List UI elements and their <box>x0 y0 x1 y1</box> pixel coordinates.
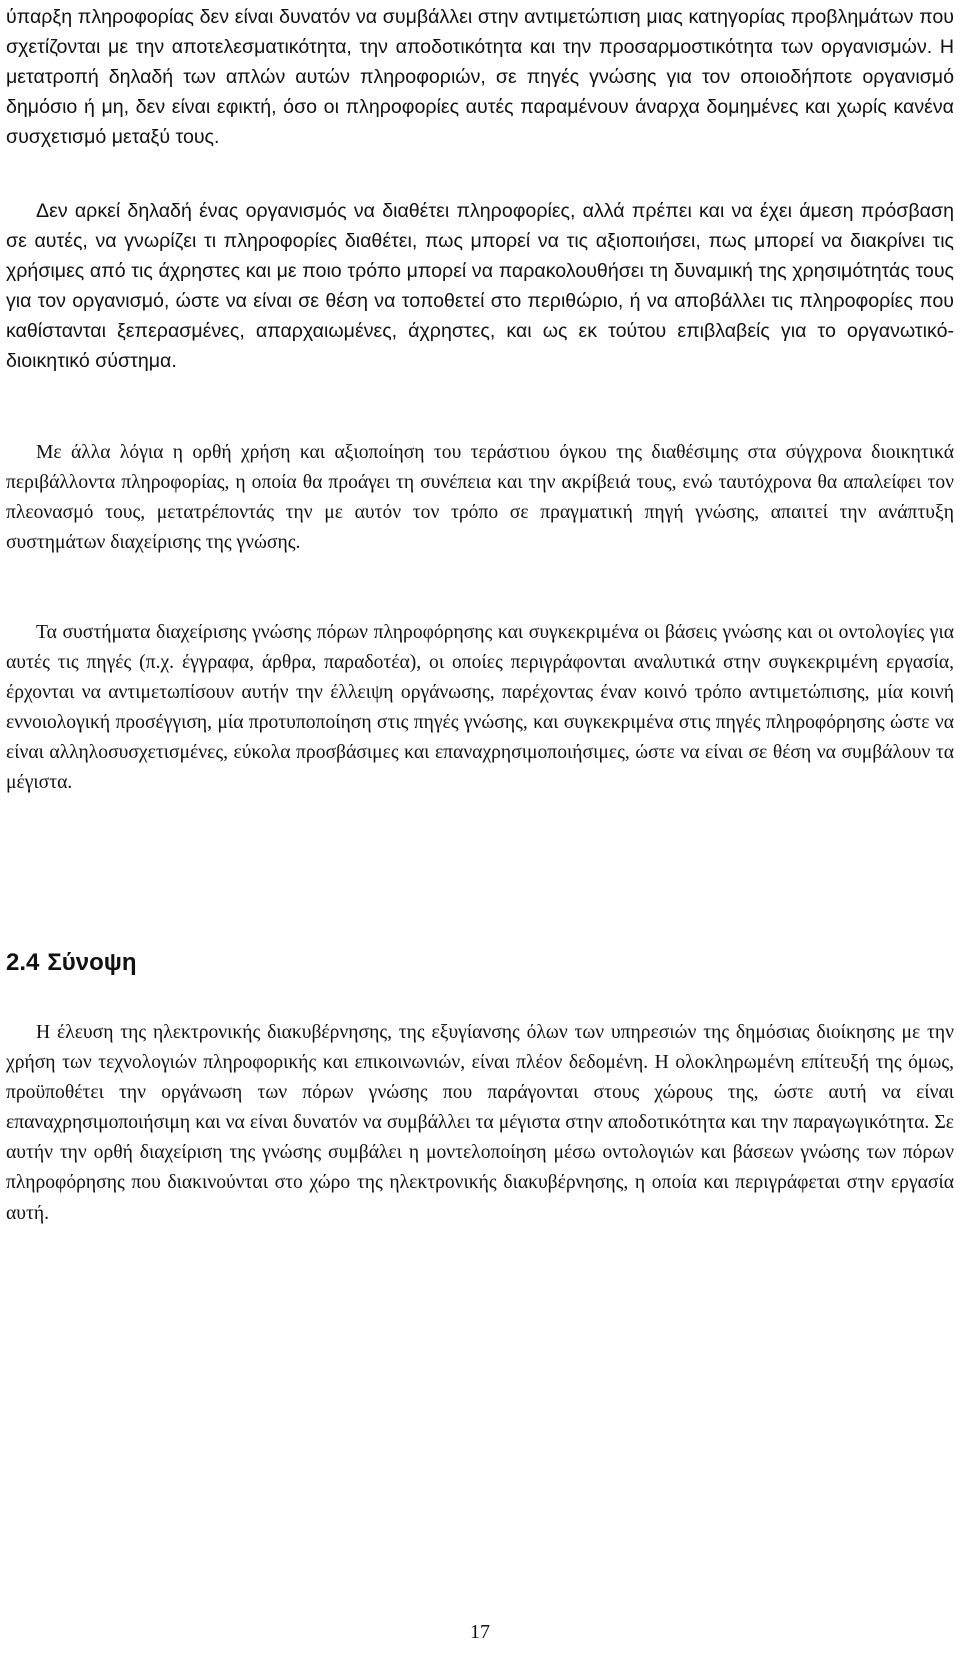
section-heading <box>6 948 137 978</box>
paragraph-summary: Η έλευση της ηλεκτρονικής διακυβέρνησης, της εξυγίανσης όλων των υπηρεσιών της δημόσιας διοίκησης με την χρήση των τεχνολογιών πληροφορικής και επικοινωνιών, είναι πλέον δεδομένη. Η ολοκληρωμένη επίτευξή της όμως, προϋποθέτει την οργάνωση των πόρων γνώσης που παράγονται στους χώρους της, ώστε αυτή να είναι επαναχρησιμοποιήσιμη και να είναι δυνατόν να συμβάλλει τα μέγιστα στην αποδοτικότητα και την παραγωγικότητα. Σε αυτήν την ορθή διαχείριση της γνώσης συμβάλει η μοντελοποίηση μέσω οντολογιών και βάσεων γνώσης των πόρων πληροφόρησης που διακινούνται στο χώρο της ηλεκτρονικής διακυβέρνησης, η οποία και περιγράφεται στην εργασία αυτή. <box>6 1022 954 1224</box>
section-title: Σύνοψη <box>47 949 137 976</box>
paragraph-continuation: ύπαρξη πληροφορίας δεν είναι δυνατόν να συμβάλλει στην αντιμετώπιση μιας κατηγορίας προβλημάτων που σχετίζονται με την αποτελεσματικότητα, την αποδοτικότητα και την προσαρμοστικότητα των οργανισμών. Η μετατροπή δηλαδή των απλών αυτών πληροφοριών, σε πηγές γνώσης για τον οποιοδήποτε οργανισμό δημόσιο ή μη, δεν είναι εφικτή, όσο οι πληροφορίες αυτές παραμένουν άναρχα δομημένες και χωρίς κανένα συσχετισμό μεταξύ τους. <box>6 6 954 149</box>
paragraph-information-access: Δεν αρκεί δηλαδή ένας οργανισμός να διαθέτει πληροφορίες, αλλά πρέπει και να έχει άμεση πρόσβαση σε αυτές, να γνωρίζει τι πληροφορίες διαθέτει, πως μπορεί να τις αξιοποιήσει, πως μπορεί να διακρίνει τις χρήσιμες από τις άχρηστες και με ποιο τρόπο μπορεί να παρακολουθήσει τη δυναμική της χρησιμότητάς τους για τον οργανισμό, ώστε να είναι σε θέση να τοποθετεί στο περιθώριο, ή να αποβάλλει τις πληροφορίες που καθίστανται ξεπερασμένες, απαρχαιωμένες, άχρηστες, και ως εκ τούτου επιβλαβείς για το οργανωτικό-διοικητικό σύστημα. <box>6 200 954 373</box>
paragraph-knowledge-management: Με άλλα λόγια η ορθή χρήση και αξιοποίηση του τεράστιου όγκου της διαθέσιμης στα σύγχρονα διοικητικά περιβάλλοντα πληροφορίας, η οποία θα προάγει τη συνέπεια και την ακρίβειά τους, ενώ ταυτόχρονα θα απαλείφει τον πλεονασμό τους, μετατρέποντάς την με αυτόν τον τρόπο σε πραγματική πηγή γνώσης, απαιτεί την ανάπτυξη συστημάτων διαχείρισης της γνώσης. <box>6 442 954 554</box>
page-number: 17 <box>470 1621 490 1643</box>
section-number: 2.4 <box>6 949 40 976</box>
paragraph-ontologies: Τα συστήματα διαχείρισης γνώσης πόρων πληροφόρησης και συγκεκριμένα οι βάσεις γνώσης και οι οντολογίες για αυτές τις πηγές (π.χ. έγγραφα, άρθρα, παραδοτέα), οι οποίες περιγράφονται αναλυτικά στην συγκεκριμένη εργασία, έρχονται να αντιμετωπίσουν αυτήν την έλλειψη οργάνωσης, παρέχοντας έναν κοινό τρόπο αντιμετώπισης, μία κοινή εννοιολογική προσέγγιση, μία προτυποποίηση στις πηγές γνώσης, και συγκεκριμένα στις πηγές πληροφόρησης ώστε να είναι αλληλοσυσχετισμένες, εύκολα προσβάσιμες και επαναχρησιμοποιήσιμες, ώστε να είναι σε θέση να συμβάλουν τα μέγιστα. <box>6 622 954 794</box>
